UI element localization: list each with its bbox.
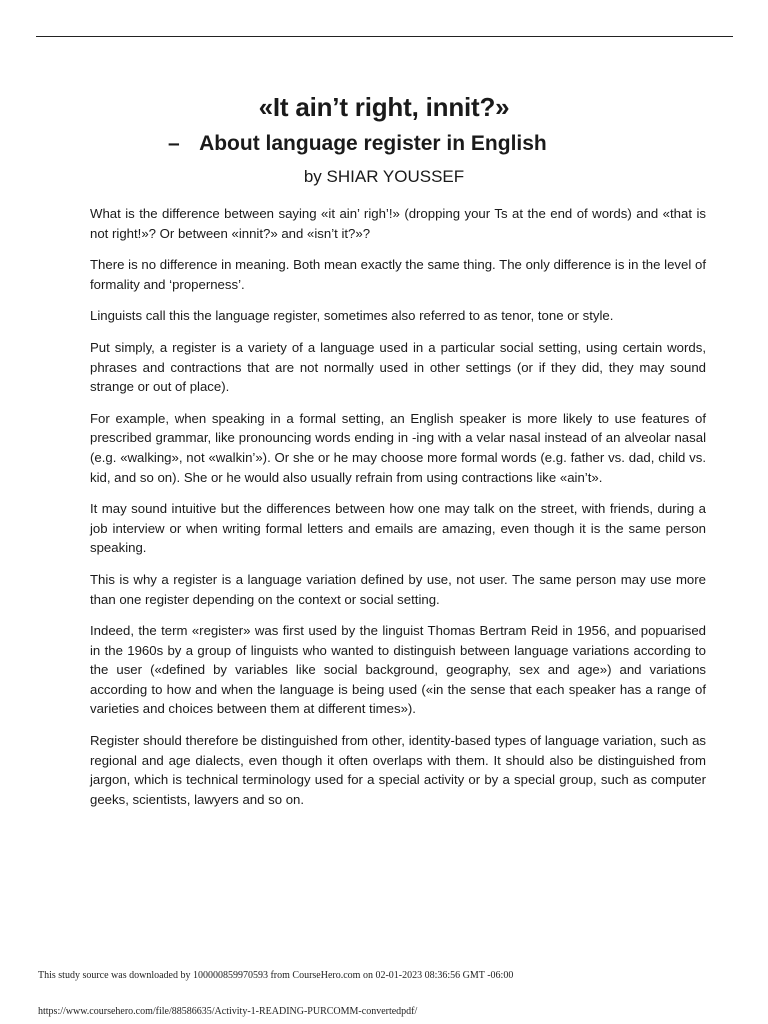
author-byline: by SHIAR YOUSSEF <box>303 167 465 186</box>
subtitle-dash: – <box>168 132 180 155</box>
paragraph: Linguists call this the language register, sometimes also referred to as tenor, tone or style. <box>90 308 614 324</box>
source-url[interactable]: https://www.coursehero.com/file/88586635/Activity-1-READING-PURCOMM-convertedpdf/ <box>38 1006 418 1017</box>
paragraph: It may sound intuitive but the differences between how one may talk on the street, with friends, during a job interview or when writing formal letters and emails are amazing, even though it is the same person speaking. <box>90 501 706 556</box>
article-body <box>90 204 706 821</box>
paragraph: Register should therefore be distinguished from other, identity-based types of language variation, such as regional and age dialects, even though it often overlaps with them. It should also be distinguished from jargon, which is technical terminology used for a special activity or by a special group, such as computer geeks, scientists, lawyers and so on. <box>90 733 706 807</box>
paragraph: This is why a register is a language variation defined by use, not user. The same person may use more than one register depending on the context or social setting. <box>90 571 706 607</box>
paragraph: Put simply, a register is a variety of a language used in a particular social setting, using certain words, phrases and contractions that are not normally used in other settings (or if they did, they may sound strange or out of place). <box>90 339 706 395</box>
document-subtitle <box>168 132 547 156</box>
document-title: «It ain’t right, innit?» <box>258 92 510 122</box>
paragraph: For example, when speaking in a formal setting, an English speaker is more likely to use features of prescribed grammar, like pronouncing words ending in -ing with a velar nasal instead of an alveolar nasal (e.g. «walking», not «walkin’»). Or she or he may choose more formal words (e.g. father vs. dad, child vs. kid, and so on). She or he would also usually refrain from using contractions like «ain’t». <box>90 410 706 485</box>
paragraph: There is no difference in meaning. Both mean exactly the same thing. The only difference is in the level of formality and ‘properness’. <box>90 257 706 292</box>
download-notice: This study source was downloaded by 100000859970593 from CourseHero.com on 02-01-2023 08:36:56 GMT -06:00 <box>38 970 514 981</box>
paragraph: Indeed, the term «register» was first used by the linguist Thomas Bertram Reid in 1956, and popuarised in the 1960s by a group of linguists who wanted to distinguish between language variations according to the user («defined by variables like social background, geography, sex and age») and variations according to how and when the language is being used («in the sense that each speaker has a range of varieties and choices between them at different times»). <box>90 623 706 717</box>
top-divider <box>36 36 733 37</box>
paragraph: What is the difference between saying «it ain’ righ’!» (dropping your Ts at the end of words) and «that is not right!»? Or between «innit?» and «isn’t it?»? <box>90 206 706 241</box>
subtitle-text: About language register in English <box>199 132 547 155</box>
